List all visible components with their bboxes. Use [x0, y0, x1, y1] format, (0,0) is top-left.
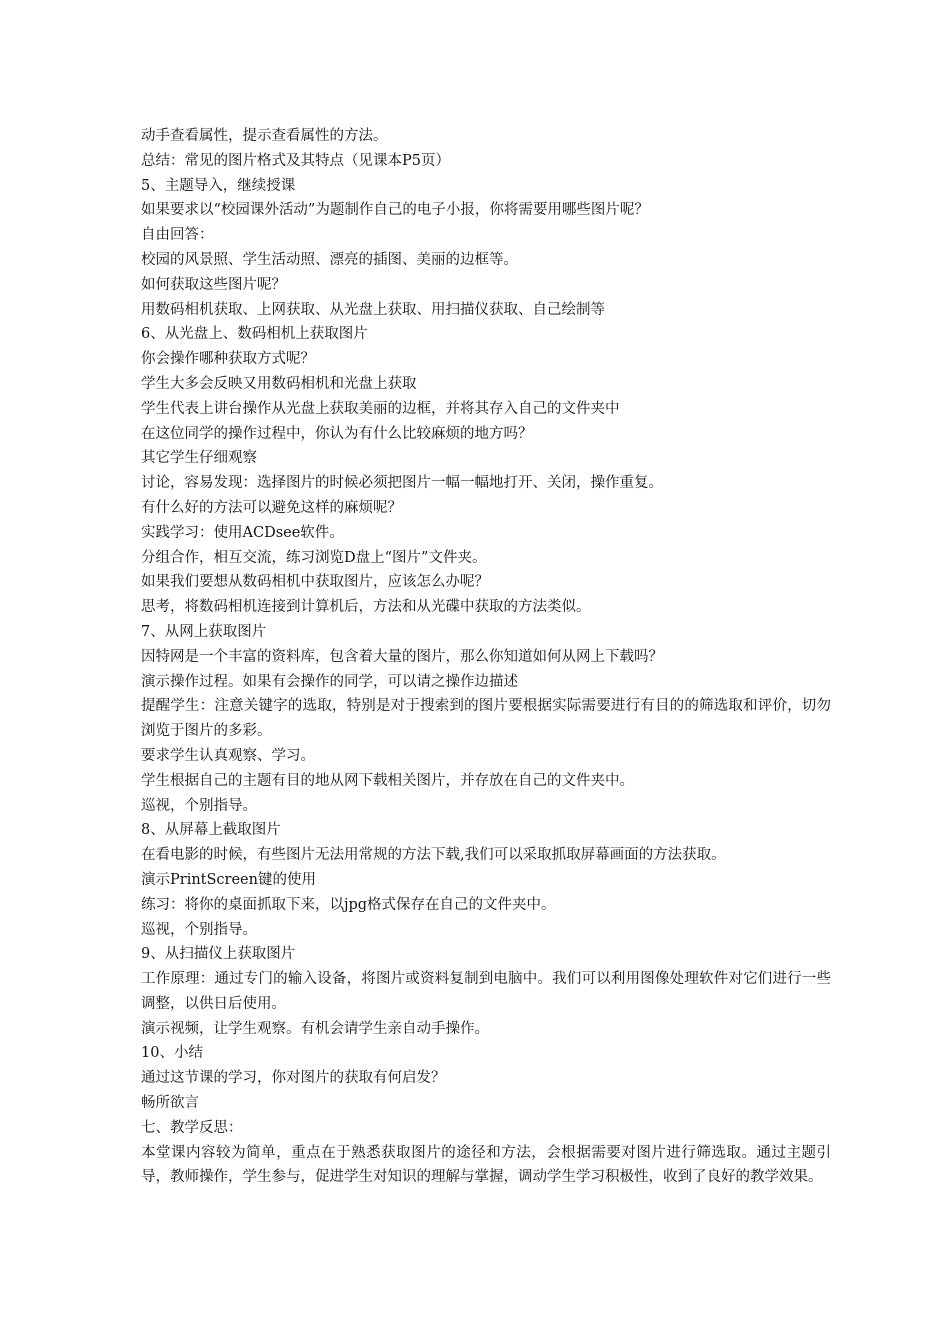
text-line: 因特网是一个丰富的资料库，包含着大量的图片，那么你知道如何从网上下载吗？ [141, 648, 663, 665]
text-line: 如何获取这些图片呢？ [141, 276, 286, 293]
text-line: 练习：将你的桌面抓取下来，以jpg格式保存在自己的文件夹中。 [141, 896, 556, 913]
text-line: 演示操作过程。如果有会操作的同学，可以请之操作边描述 [141, 673, 518, 690]
section-heading: 七、教学反思： [141, 1119, 243, 1136]
text-line: 学生大多会反映又用数码相机和光盘上获取 [141, 375, 417, 392]
text-line: 巡视，个别指导。 [141, 921, 257, 938]
text-line: 有什么好的方法可以避免这样的麻烦呢？ [141, 499, 402, 516]
text-line: 要求学生认真观察、学习。 [141, 747, 315, 764]
text-line: 思考，将数码相机连接到计算机后，方法和从光碟中获取的方法类似。 [141, 599, 591, 616]
text-line: 用数码相机获取、上网获取、从光盘上获取、用扫描仪获取、自己绘制等 [141, 301, 605, 318]
section-heading: 6、从光盘上、数码相机上获取图片 [141, 326, 368, 343]
section-heading: 7、从网上获取图片 [141, 623, 267, 640]
text-line: 在这位同学的操作过程中，你认为有什么比较麻烦的地方吗？ [141, 425, 533, 442]
text-line: 学生根据自己的主题有目的地从网下载相关图片，并存放在自己的文件夹中。 [141, 772, 634, 789]
text-line: 讨论，容易发现：选择图片的时候必须把图片一幅一幅地打开、关闭，操作重复。 [141, 475, 663, 492]
text-line: 学生代表上讲台操作从光盘上获取美丽的边框，并将其存入自己的文件夹中 [141, 400, 620, 417]
text-line: 如果要求以“校园课外活动”为题制作自己的电子小报，你将需要用哪些图片呢？ [141, 202, 649, 219]
text-line: 演示视频，让学生观察。有机会请学生亲自动手操作。 [141, 1020, 489, 1037]
section-heading: 8、从屏幕上截取图片 [141, 822, 281, 839]
section-heading: 9、从扫描仪上获取图片 [141, 946, 296, 963]
text-line: 分组合作，相互交流，练习浏览D盘上“图片”文件夹。 [141, 549, 487, 566]
section-heading: 10、小结 [141, 1045, 203, 1062]
text-line: 动手查看属性，提示查看属性的方法。 [141, 128, 388, 144]
text-line: 演示PrintScreen键的使用 [141, 871, 316, 888]
text-line: 你会操作哪种获取方式呢？ [141, 351, 315, 368]
text-paragraph: 工作原理：通过专门的输入设备，将图片或资料复制到电脑中。我们可以利用图像处理软件对它们进行一些调整，以供日后使用。 [141, 971, 831, 1012]
text-line: 校园的风景照、学生活动照、漂亮的插图、美丽的边框等。 [141, 251, 518, 268]
text-line: 巡视，个别指导。 [141, 797, 257, 814]
text-paragraph: 提醒学生：注意关键字的选取，特别是对于搜索到的图片要根据实际需要进行有目的的筛选取和评价，切勿浏览于图片的多彩。 [141, 698, 831, 740]
text-line: 实践学习：使用ACDsee软件。 [141, 524, 344, 541]
text-line: 畅所欲言 [141, 1095, 199, 1112]
section-heading: 5、主题导入，继续授课 [141, 177, 296, 194]
text-paragraph: 本堂课内容较为简单，重点在于熟悉获取图片的途径和方法，会根据需要对图片进行筛选取。通过主题引导，教师操作，学生参与，促进学生对知识的理解与掌握，调动学生学习积极性，收到了良好的教学效果。 [141, 1144, 831, 1186]
text-line: 通过这节课的学习，你对图片的获取有何启发？ [141, 1070, 446, 1087]
text-line: 其它学生仔细观察 [141, 450, 257, 467]
text-line: 如果我们要想从数码相机中获取图片，应该怎么办呢？ [141, 574, 489, 591]
document-body [141, 124, 831, 1190]
text-line: 自由回答： [141, 227, 214, 244]
text-line: 总结：常见的图片格式及其特点（见课本P5页） [141, 152, 450, 169]
text-line: 在看电影的时候，有些图片无法用常规的方法下载,我们可以采取抓取屏幕画面的方法获取。 [141, 847, 726, 864]
